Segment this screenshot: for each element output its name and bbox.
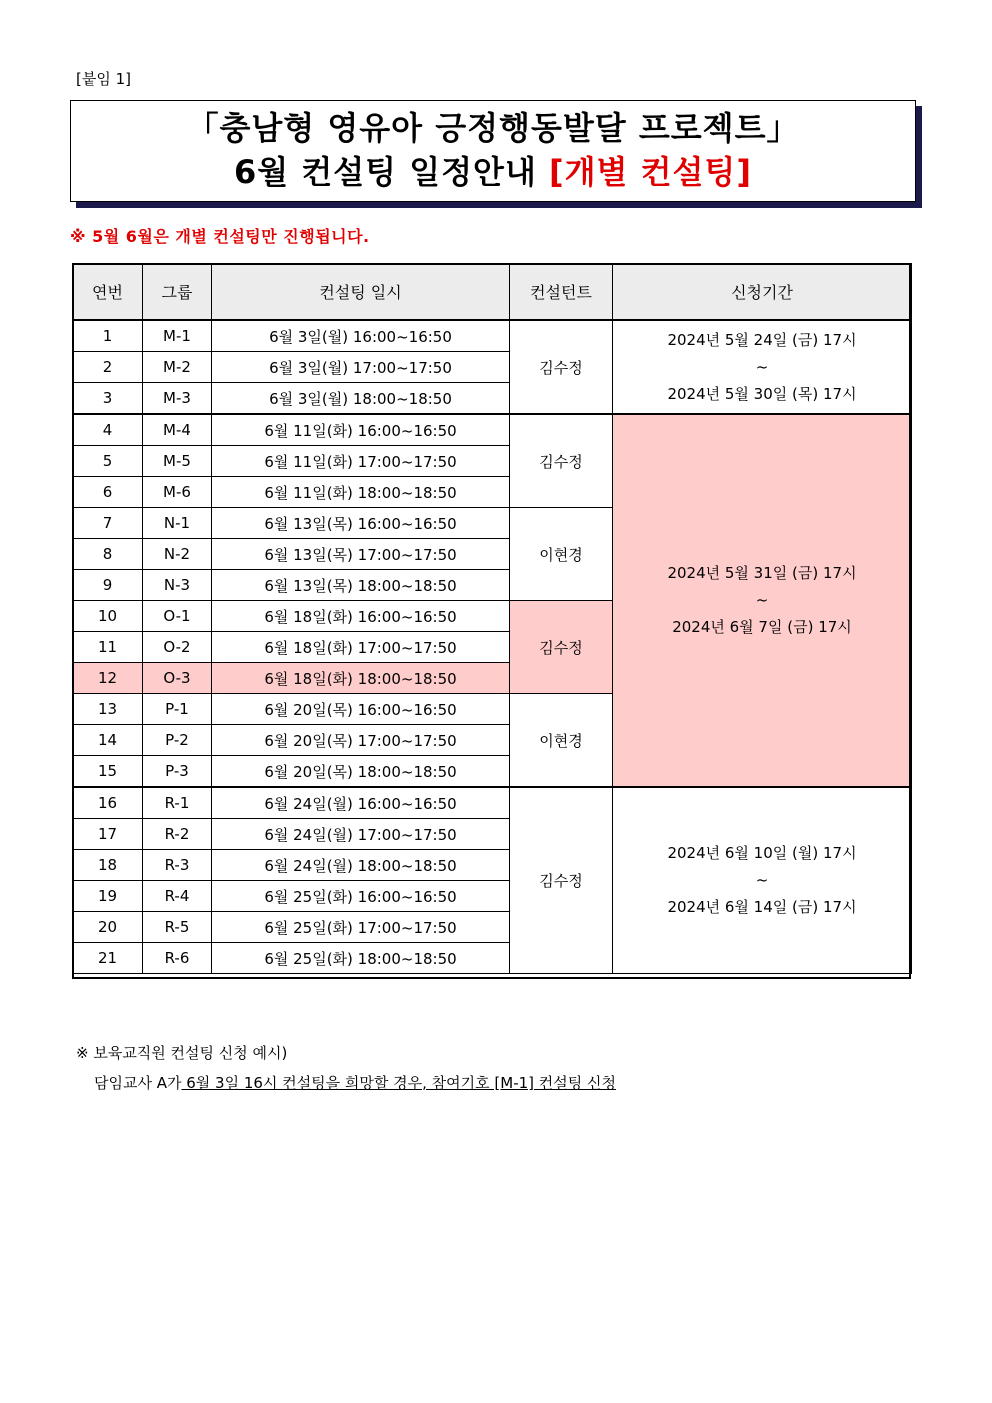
row-no: 17 [73, 819, 143, 850]
consultant-cell: 김수정 [510, 414, 613, 508]
row-no: 15 [73, 756, 143, 788]
period-sep: ~ [755, 591, 769, 609]
row-no: 19 [73, 881, 143, 912]
row-datetime: 6월 25일(화) 17:00~17:50 [212, 912, 510, 943]
period-cell [613, 414, 912, 787]
row-datetime: 6월 25일(화) 16:00~16:50 [212, 881, 510, 912]
row-datetime: 6월 3일(월) 16:00~16:50 [212, 320, 510, 352]
row-group: R-5 [143, 912, 212, 943]
example-text [76, 1068, 616, 1098]
row-no: 10 [73, 601, 143, 632]
row-datetime: 6월 11일(화) 18:00~18:50 [212, 477, 510, 508]
consultant-cell: 이현경 [510, 694, 613, 788]
row-no: 13 [73, 694, 143, 725]
header-no: 연번 [73, 264, 143, 321]
row-group: O-3 [143, 663, 212, 694]
row-datetime: 6월 24일(월) 16:00~16:50 [212, 787, 510, 819]
row-group: R-4 [143, 881, 212, 912]
row-datetime: 6월 18일(화) 17:00~17:50 [212, 632, 510, 663]
row-no: 12 [73, 663, 143, 694]
row-no: 16 [73, 787, 143, 819]
row-datetime: 6월 13일(목) 16:00~16:50 [212, 508, 510, 539]
period-end: 2024년 6월 14일 (금) 17시 [667, 898, 857, 916]
row-datetime: 6월 13일(목) 18:00~18:50 [212, 570, 510, 601]
row-group: M-6 [143, 477, 212, 508]
row-datetime: 6월 13일(목) 17:00~17:50 [212, 539, 510, 570]
row-datetime: 6월 20일(목) 18:00~18:50 [212, 756, 510, 788]
row-group: R-1 [143, 787, 212, 819]
row-group: N-1 [143, 508, 212, 539]
header-datetime: 컨설팅 일시 [212, 264, 510, 321]
period-sep: ~ [755, 871, 769, 889]
period-cell [613, 787, 912, 974]
row-group: M-1 [143, 320, 212, 352]
title-line-1: 「충남형 영유아 긍정행동발달 프로젝트」 [186, 109, 800, 147]
row-no: 21 [73, 943, 143, 974]
header-row [73, 264, 912, 321]
row-no: 7 [73, 508, 143, 539]
attachment-label: [붙임 1] [76, 70, 131, 88]
row-group: M-2 [143, 352, 212, 383]
row-group: N-2 [143, 539, 212, 570]
row-group: P-3 [143, 756, 212, 788]
notice-text: ※ 5월 6월은 개별 컨설팅만 진행됩니다. [70, 227, 370, 246]
row-no: 18 [73, 850, 143, 881]
table-row [73, 414, 912, 446]
consultant-cell-highlighted: 김수정 [510, 601, 613, 694]
table-row [73, 320, 912, 352]
row-no: 5 [73, 446, 143, 477]
row-datetime: 6월 3일(월) 18:00~18:50 [212, 383, 510, 415]
row-no: 9 [73, 570, 143, 601]
row-datetime: 6월 24일(월) 18:00~18:50 [212, 850, 510, 881]
period-start: 2024년 6월 10일 (월) 17시 [667, 844, 857, 862]
period-end: 2024년 6월 7일 (금) 17시 [672, 618, 852, 636]
row-datetime: 6월 11일(화) 17:00~17:50 [212, 446, 510, 477]
row-group: O-1 [143, 601, 212, 632]
period-cell [613, 320, 912, 414]
row-no: 20 [73, 912, 143, 943]
row-datetime: 6월 25일(화) 18:00~18:50 [212, 943, 510, 974]
row-datetime: 6월 18일(화) 18:00~18:50 [212, 663, 510, 694]
header-consultant: 컨설턴트 [510, 264, 613, 321]
row-datetime: 6월 11일(화) 16:00~16:50 [212, 414, 510, 446]
example-prefix: 담임교사 A가 [94, 1074, 182, 1092]
title-box [70, 100, 916, 202]
row-no: 1 [73, 320, 143, 352]
example-section [76, 1038, 616, 1098]
table-row [73, 787, 912, 819]
schedule-table [72, 263, 912, 974]
title-main: 6월 컨설팅 일정안내 [234, 153, 550, 191]
row-no: 6 [73, 477, 143, 508]
title-highlight: [개별 컨설팅] [549, 153, 752, 191]
row-group: M-5 [143, 446, 212, 477]
row-no: 14 [73, 725, 143, 756]
row-datetime: 6월 18일(화) 16:00~16:50 [212, 601, 510, 632]
title-line-2 [71, 149, 915, 195]
period-end: 2024년 5월 30일 (목) 17시 [667, 384, 857, 403]
period-sep: ~ [755, 357, 769, 376]
row-datetime: 6월 3일(월) 17:00~17:50 [212, 352, 510, 383]
row-no: 4 [73, 414, 143, 446]
consultant-cell: 김수정 [510, 320, 613, 414]
row-group: R-2 [143, 819, 212, 850]
row-datetime: 6월 20일(목) 17:00~17:50 [212, 725, 510, 756]
header-period: 신청기간 [613, 264, 912, 321]
example-heading: ※ 보육교직원 컨설팅 신청 예시) [76, 1044, 288, 1062]
consultant-cell: 김수정 [510, 787, 613, 974]
period-start: 2024년 5월 31일 (금) 17시 [667, 564, 857, 582]
row-group: M-3 [143, 383, 212, 415]
row-group: P-1 [143, 694, 212, 725]
row-no: 3 [73, 383, 143, 415]
row-group: P-2 [143, 725, 212, 756]
row-group: M-4 [143, 414, 212, 446]
row-group: R-3 [143, 850, 212, 881]
row-group: O-2 [143, 632, 212, 663]
row-group: N-3 [143, 570, 212, 601]
row-group: R-6 [143, 943, 212, 974]
row-no: 8 [73, 539, 143, 570]
period-start: 2024년 5월 24일 (금) 17시 [667, 330, 857, 349]
header-group: 그룹 [143, 264, 212, 321]
row-no: 11 [73, 632, 143, 663]
consultant-cell: 이현경 [510, 508, 613, 601]
row-datetime: 6월 20일(목) 16:00~16:50 [212, 694, 510, 725]
row-no: 2 [73, 352, 143, 383]
example-underlined: 6월 3일 16시 컨설팅을 희망할 경우, 참여기호 [M-1] 컨설팅 신청 [181, 1074, 617, 1092]
row-datetime: 6월 24일(월) 17:00~17:50 [212, 819, 510, 850]
